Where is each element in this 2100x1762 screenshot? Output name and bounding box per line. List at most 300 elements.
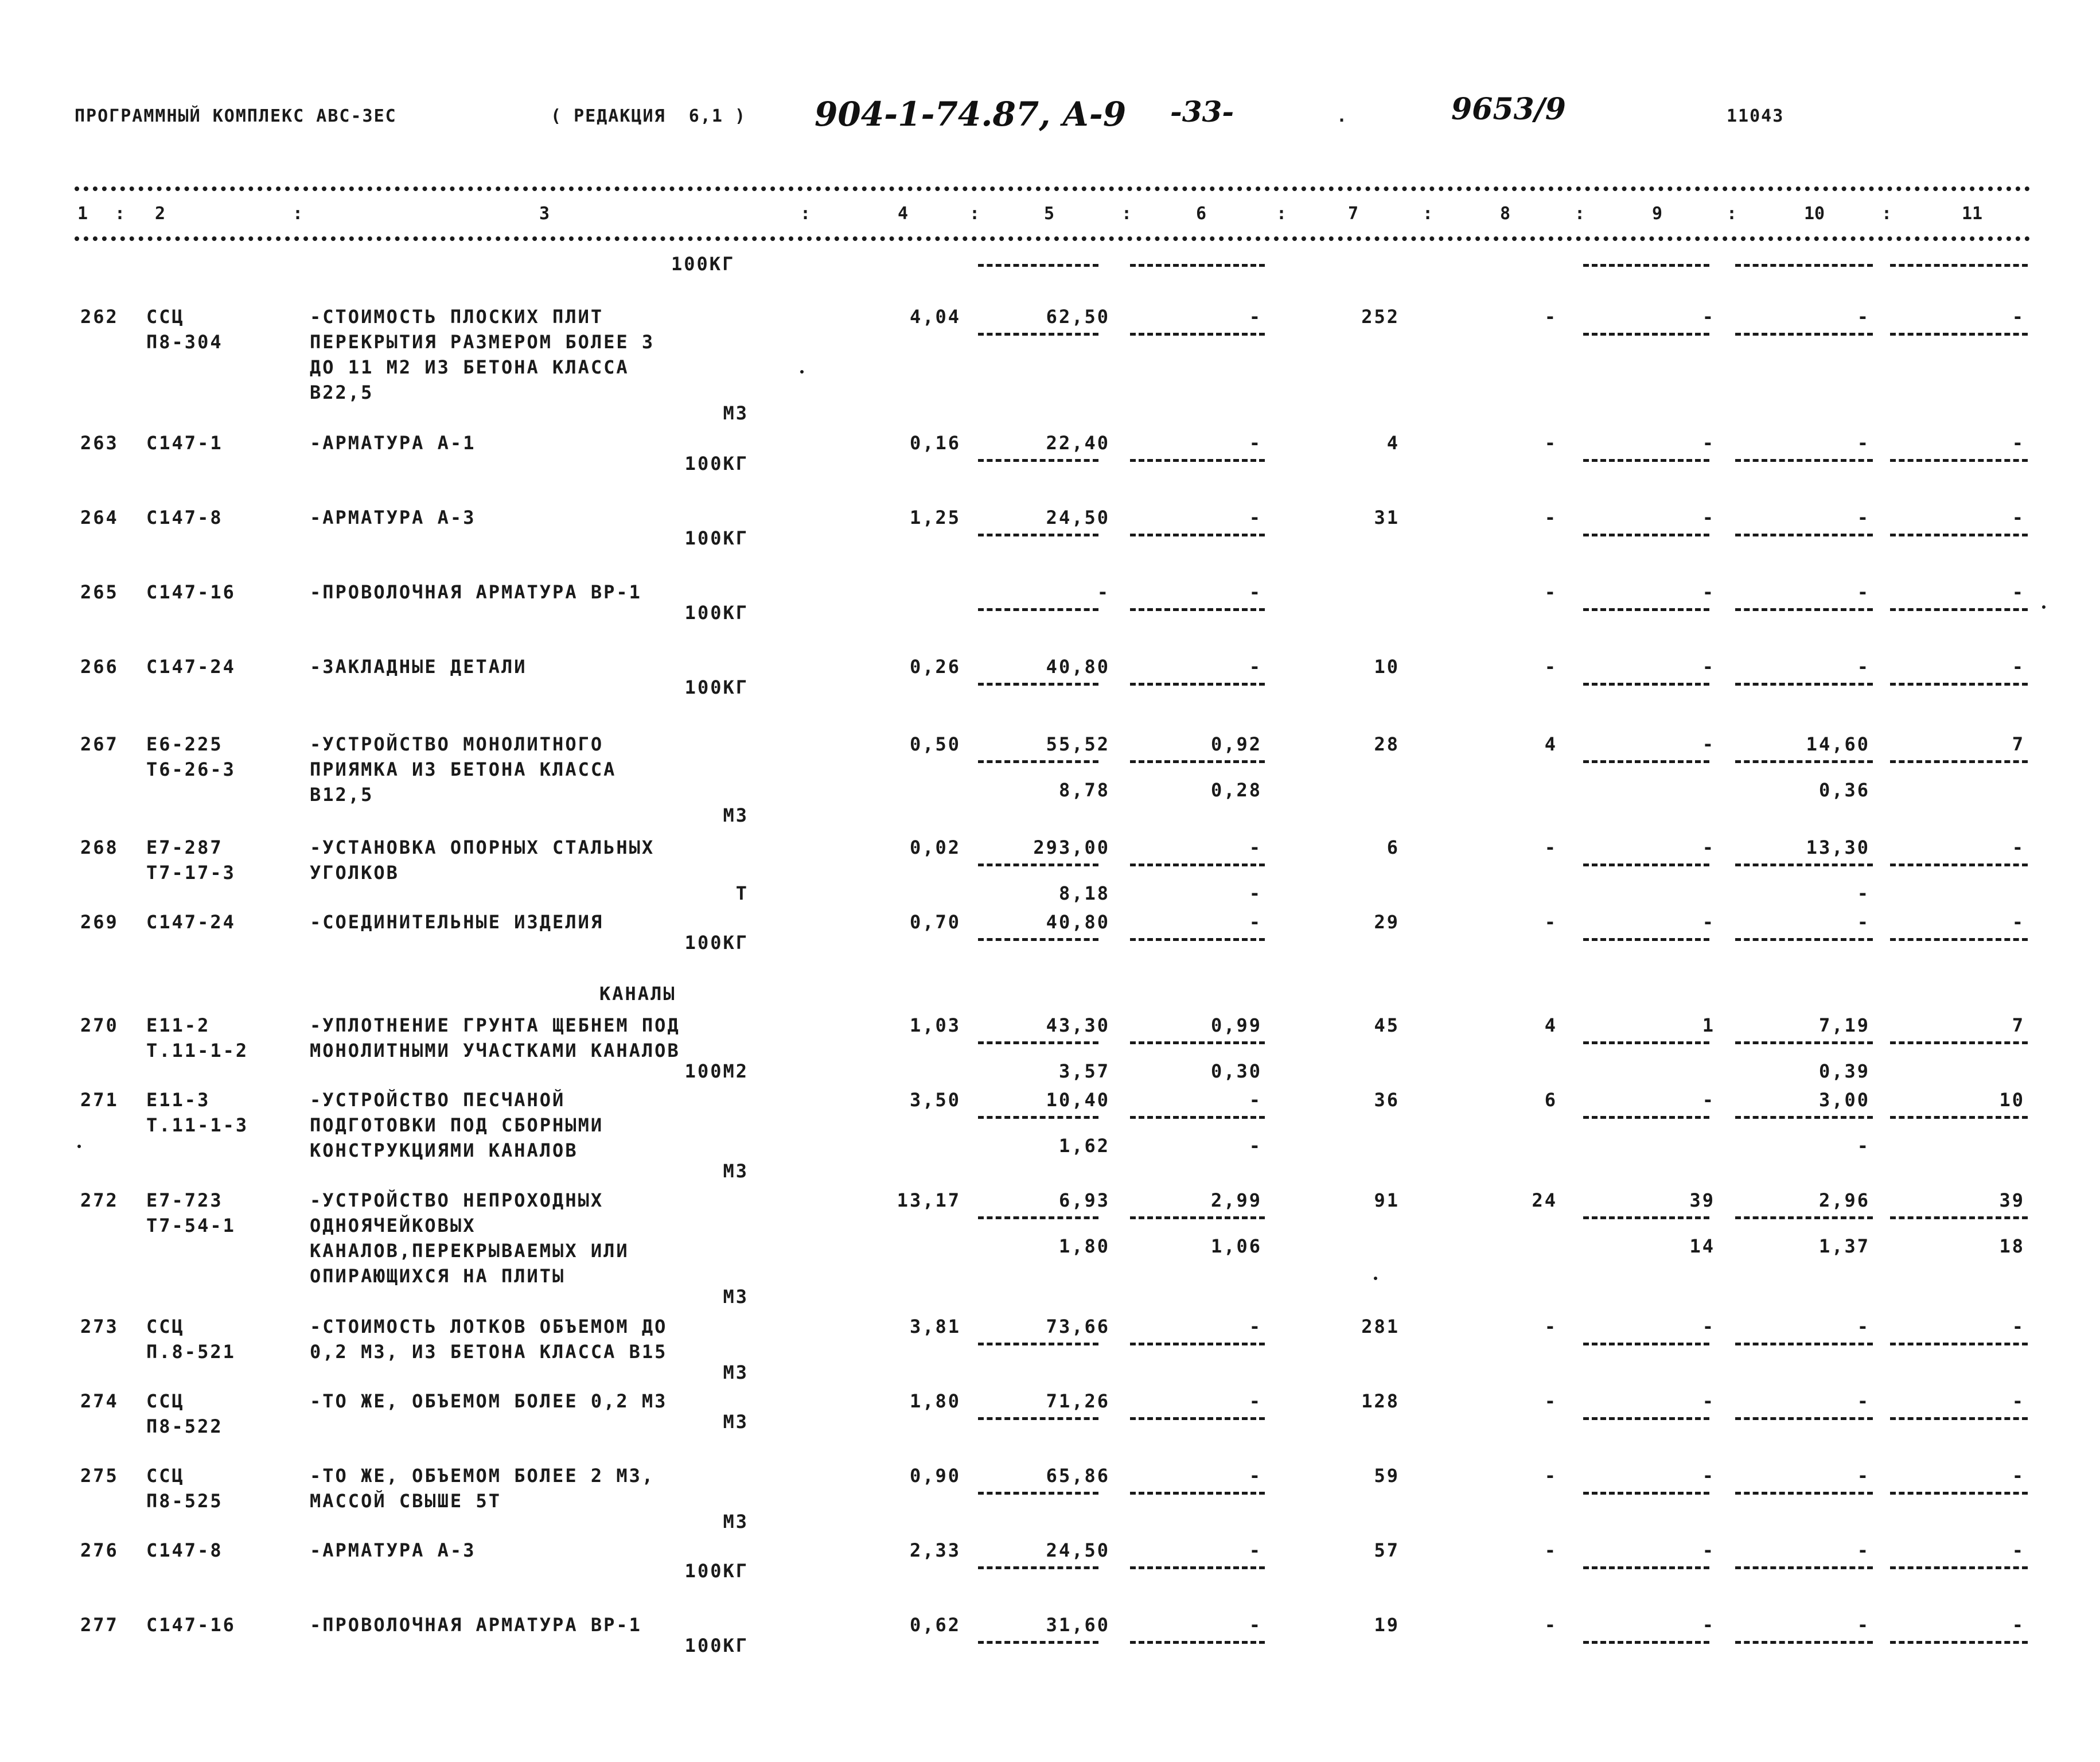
cell-machine-cost: - [1249, 837, 1262, 858]
cell-wages: - [1544, 1614, 1557, 1636]
column-header-10: 10 [1804, 204, 1825, 224]
cell-cost-total: 10,40 [1046, 1089, 1110, 1111]
header-rule-top [75, 186, 2031, 191]
cell-machine-cost: - [1249, 1465, 1262, 1487]
cell-rule [1890, 1041, 2028, 1044]
row-code: П8-522 [146, 1415, 223, 1437]
cell-rule [1583, 938, 1709, 941]
cell-cost-total: 73,66 [1046, 1316, 1110, 1337]
cell-wages: - [1544, 306, 1557, 328]
row-description: -УСТРОЙСТВО НЕПРОХОДНЫХ [310, 1189, 604, 1211]
program-title: ПРОГРАММНЫЙ КОМПЛЕКС АВС-3ЕС [75, 106, 397, 126]
row-description: -СОЕДИНИТЕЛЬНЫЕ ИЗДЕЛИЯ [310, 911, 604, 933]
cell-rule [1735, 333, 1873, 336]
row-code: С147-8 [146, 507, 223, 528]
row-description: УГОЛКОВ [310, 862, 399, 884]
row-number: 266 [80, 656, 119, 678]
cell-rule [1130, 760, 1265, 763]
cell-total: 6 [1386, 837, 1400, 858]
cell-total: 45 [1374, 1014, 1400, 1036]
row-description: -ПРОВОЛОЧНАЯ АРМАТУРА ВР-1 [310, 1614, 642, 1636]
cell-machine-wages: - [1249, 882, 1262, 904]
cell-rule [1583, 333, 1709, 336]
cell-rule [1130, 1566, 1265, 1569]
cell-col11: - [2012, 1316, 2025, 1337]
row-number: 268 [80, 837, 119, 858]
cell-col11: - [2012, 1390, 2025, 1412]
cell-machine-wages: 0,28 [1210, 779, 1262, 801]
cell-rule [1130, 1492, 1265, 1495]
header-rule-bottom [75, 236, 2031, 241]
cell-rule [1890, 1417, 2028, 1420]
row-code: С147-24 [146, 911, 236, 933]
cell-rule [978, 864, 1098, 866]
column-separator: : [1121, 204, 1132, 224]
cell-rule [1130, 1216, 1265, 1219]
row-code: С147-24 [146, 656, 236, 678]
cell-rule [1735, 1641, 1873, 1644]
cell-rule [978, 1566, 1098, 1569]
cell-rule [1130, 1116, 1265, 1119]
row-number: 270 [80, 1014, 119, 1036]
cell-rule [1583, 1492, 1709, 1495]
cell-wages: - [1544, 507, 1557, 528]
row-unit: М3 [723, 1286, 749, 1308]
row-unit: 100КГ [684, 1560, 749, 1582]
cell-wages: - [1544, 432, 1557, 454]
row-number: 262 [80, 306, 119, 328]
cell-total: 4 [1386, 432, 1400, 454]
cell-quantity: 0,70 [909, 911, 961, 933]
cell-cost-total: 293,00 [1033, 837, 1110, 858]
cell-machine-cost: - [1249, 432, 1262, 454]
row-number: 263 [80, 432, 119, 454]
cell-quantity: 1,25 [909, 507, 961, 528]
cell-col10-sub: 1,37 [1818, 1235, 1870, 1257]
cell-col9: - [1702, 733, 1715, 755]
cell-quantity: 3,50 [909, 1089, 961, 1111]
cell-cost-total: 24,50 [1046, 1539, 1110, 1561]
cell-rule [1735, 864, 1873, 866]
cell-rule [1890, 1343, 2028, 1345]
cell-rule [1130, 1343, 1265, 1345]
cell-rule [1583, 534, 1709, 536]
row-code: ССЦ [146, 1390, 185, 1412]
cell-col11-sub: 18 [1999, 1235, 2025, 1257]
cell-wages: - [1544, 911, 1557, 933]
row-code: Е7-723 [146, 1189, 223, 1211]
cell-rule [1130, 1641, 1265, 1644]
cell-rule [1735, 534, 1873, 536]
scan-speck [1374, 1277, 1377, 1280]
row-code: Т.11-1-2 [146, 1040, 249, 1061]
row-number: 276 [80, 1539, 119, 1561]
cell-wages: - [1544, 837, 1557, 858]
cell-quantity: 0,02 [909, 837, 961, 858]
cell-col11: - [2012, 306, 2025, 328]
row-number: 275 [80, 1465, 119, 1487]
row-unit: М3 [723, 1160, 749, 1182]
row-code: Е11-2 [146, 1014, 211, 1036]
cell-col11: - [2012, 656, 2025, 678]
cell-rule [1890, 1116, 2028, 1119]
cell-col10: - [1857, 581, 1870, 603]
cell-rule [1735, 1566, 1873, 1569]
row-code: П8-304 [146, 331, 223, 353]
cell-col11: 10 [1999, 1089, 2025, 1111]
cell-cost-wages: 3,57 [1058, 1060, 1110, 1082]
cell-machine-wages: - [1249, 1135, 1262, 1157]
cell-col9: - [1702, 581, 1715, 603]
row-description: ПРИЯМКА ИЗ БЕТОНА КЛАССА [310, 759, 617, 780]
page-number: -33- [1170, 95, 1234, 129]
cell-col10-sub: - [1857, 882, 1870, 904]
row-description: ОДНОЯЧЕЙКОВЫХ [310, 1215, 476, 1236]
cell-rule [1735, 1041, 1873, 1044]
cell-rule [978, 683, 1098, 686]
cell-wages: 4 [1544, 1014, 1557, 1036]
cell-cost-total: 24,50 [1046, 507, 1110, 528]
row-code: ССЦ [146, 306, 185, 328]
cell-col11: - [2012, 837, 2025, 858]
row-description: -УСТАНОВКА ОПОРНЫХ СТАЛЬНЫХ [310, 837, 655, 858]
cell-col10: 2,96 [1818, 1189, 1870, 1211]
pre-row-rule [1130, 264, 1265, 267]
cell-rule [1130, 1417, 1265, 1420]
row-code: С147-1 [146, 432, 223, 454]
cell-rule [978, 459, 1098, 462]
cell-rule [978, 938, 1098, 941]
cell-rule [1890, 760, 2028, 763]
row-code: С147-8 [146, 1539, 223, 1561]
row-number: 271 [80, 1089, 119, 1111]
cell-machine-cost: - [1249, 507, 1262, 528]
row-unit: М3 [723, 1411, 749, 1433]
cell-rule [1890, 608, 2028, 611]
cell-rule [1130, 938, 1265, 941]
column-separator: : [293, 204, 303, 224]
cell-machine-cost: - [1249, 911, 1262, 933]
column-header-4: 4 [898, 204, 909, 224]
row-unit: 100КГ [684, 1635, 749, 1656]
row-description: -ПРОВОЛОЧНАЯ АРМАТУРА ВР-1 [310, 581, 642, 603]
cell-quantity: 0,16 [909, 432, 961, 454]
row-number: 273 [80, 1316, 119, 1337]
edition-label: ( РЕДАКЦИЯ 6,1 ) [551, 106, 747, 126]
cell-col11: 39 [1999, 1189, 2025, 1211]
cell-cost-wages: 1,62 [1058, 1135, 1110, 1157]
cell-machine-cost: - [1249, 1089, 1262, 1111]
cell-col9: - [1702, 306, 1715, 328]
cell-col9: 1 [1702, 1014, 1715, 1036]
cell-wages: - [1544, 1465, 1557, 1487]
row-number: 264 [80, 507, 119, 528]
cell-rule [1890, 938, 2028, 941]
cell-col9-sub: 14 [1689, 1235, 1715, 1257]
cell-col11: - [2012, 1614, 2025, 1636]
cell-col10: 14,60 [1806, 733, 1870, 755]
row-description: -АРМАТУРА А-1 [310, 432, 476, 454]
row-description: -СТОИМОСТЬ ПЛОСКИХ ПЛИТ [310, 306, 604, 328]
column-separator: : [1423, 204, 1433, 224]
column-separator: : [115, 204, 126, 224]
row-unit: М3 [723, 1511, 749, 1532]
cell-rule [978, 333, 1098, 336]
cell-rule [1735, 1216, 1873, 1219]
cell-col11: - [2012, 1465, 2025, 1487]
cell-rule [1583, 459, 1709, 462]
cell-quantity: 0,50 [909, 733, 961, 755]
row-description: В22,5 [310, 382, 374, 403]
cell-col9: - [1702, 432, 1715, 454]
cell-col9: - [1702, 1614, 1715, 1636]
cell-rule [1735, 1492, 1873, 1495]
cell-machine-wages: 1,06 [1210, 1235, 1262, 1257]
cell-rule [1735, 459, 1873, 462]
cell-machine-cost: - [1249, 306, 1262, 328]
cell-quantity: 0,26 [909, 656, 961, 678]
cell-cost-total: 65,86 [1046, 1465, 1110, 1487]
cell-rule [978, 1216, 1098, 1219]
cell-quantity: 0,62 [909, 1614, 961, 1636]
cell-col11: 7 [2012, 733, 2025, 755]
column-header-8: 8 [1500, 204, 1511, 224]
row-description: КОНСТРУКЦИЯМИ КАНАЛОВ [310, 1139, 578, 1161]
cell-col9: - [1702, 1465, 1715, 1487]
cell-wages: - [1544, 581, 1557, 603]
column-header-1: 1 [77, 204, 88, 224]
header-dot: . [1337, 106, 1349, 126]
row-description: -ЗАКЛАДНЫЕ ДЕТАЛИ [310, 656, 527, 678]
column-header-9: 9 [1652, 204, 1663, 224]
cell-cost-wages: 8,18 [1058, 882, 1110, 904]
row-number: 277 [80, 1614, 119, 1636]
cell-rule [1583, 760, 1709, 763]
cell-cost-wages: 1,80 [1058, 1235, 1110, 1257]
cell-quantity: 3,81 [909, 1316, 961, 1337]
cell-col9: - [1702, 1539, 1715, 1561]
cell-quantity: 13,17 [897, 1189, 961, 1211]
column-header-3: 3 [539, 204, 550, 224]
cell-machine-cost: - [1249, 1539, 1262, 1561]
column-separator: : [1276, 204, 1287, 224]
scan-speck [77, 1145, 81, 1148]
cell-cost-total: 55,52 [1046, 733, 1110, 755]
row-code: Е7-287 [146, 837, 223, 858]
cell-rule [1735, 760, 1873, 763]
cell-wages: - [1544, 1539, 1557, 1561]
cell-col10-sub: 0,39 [1818, 1060, 1870, 1082]
cell-rule [1890, 1566, 2028, 1569]
cell-machine-cost: 0,92 [1210, 733, 1262, 755]
cell-rule [1583, 1216, 1709, 1219]
cell-rule [1890, 683, 2028, 686]
pre-row-rule [978, 264, 1098, 267]
cell-machine-cost: - [1249, 1390, 1262, 1412]
row-code: Т.11-1-3 [146, 1114, 249, 1136]
cell-rule [978, 1041, 1098, 1044]
cell-rule [978, 1641, 1098, 1644]
cell-wages: - [1544, 656, 1557, 678]
cell-wages: 6 [1544, 1089, 1557, 1111]
cell-rule [1130, 864, 1265, 866]
cell-quantity: 4,04 [909, 306, 961, 328]
cell-quantity: 1,03 [909, 1014, 961, 1036]
cell-col11: - [2012, 911, 2025, 933]
cell-machine-cost: 0,99 [1210, 1014, 1262, 1036]
cell-machine-cost: - [1249, 1614, 1262, 1636]
cell-rule [1583, 1041, 1709, 1044]
cell-col10-sub: 0,36 [1818, 779, 1870, 801]
row-unit: 100КГ [684, 932, 749, 954]
cell-cost-total: 40,80 [1046, 656, 1110, 678]
cell-rule [1583, 683, 1709, 686]
column-separator: : [800, 204, 811, 224]
cell-rule [1130, 608, 1265, 611]
cell-cost-wages: 8,78 [1058, 779, 1110, 801]
row-code: Е11-3 [146, 1089, 211, 1111]
row-description: ДО 11 М2 ИЗ БЕТОНА КЛАССА [310, 356, 629, 378]
cell-col10: - [1857, 1539, 1870, 1561]
cell-col9: 39 [1689, 1189, 1715, 1211]
column-separator: : [1727, 204, 1737, 224]
cell-total: 91 [1374, 1189, 1400, 1211]
cell-col11: - [2012, 507, 2025, 528]
cell-rule [1735, 1417, 1873, 1420]
cell-col10: 13,30 [1806, 837, 1870, 858]
cell-col10: 3,00 [1818, 1089, 1870, 1111]
cell-quantity: 0,90 [909, 1465, 961, 1487]
cell-col9: - [1702, 911, 1715, 933]
pre-row-rule [1890, 264, 2028, 267]
row-number: 265 [80, 581, 119, 603]
cell-rule [1890, 1492, 2028, 1495]
cell-cost-total: 40,80 [1046, 911, 1110, 933]
cell-wages: 4 [1544, 733, 1557, 755]
row-code: Т7-17-3 [146, 862, 236, 884]
cell-col10-sub: - [1857, 1135, 1870, 1157]
doc-number: 11043 [1727, 106, 1785, 126]
row-code: ССЦ [146, 1465, 185, 1487]
cell-cost-total: 22,40 [1046, 432, 1110, 454]
cell-cost-total: 6,93 [1058, 1189, 1110, 1211]
row-description: -СТОИМОСТЬ ЛОТКОВ ОБЪЕМОМ ДО [310, 1316, 668, 1337]
row-description: -АРМАТУРА А-3 [310, 1539, 476, 1561]
row-description: ПОДГОТОВКИ ПОД СБОРНЫМИ [310, 1114, 604, 1136]
cell-col10: - [1857, 1614, 1870, 1636]
cell-rule [1890, 459, 2028, 462]
row-description: -УСТРОЙСТВО ПЕСЧАНОЙ [310, 1089, 566, 1111]
column-separator: : [1881, 204, 1892, 224]
section-title: КАНАЛЫ [599, 983, 676, 1005]
cell-total: 19 [1374, 1614, 1400, 1636]
row-unit: 100КГ [684, 602, 749, 624]
cell-rule [1583, 1641, 1709, 1644]
pre-row-rule [1583, 264, 1709, 267]
row-unit: 100КГ [684, 676, 749, 698]
pre-row-rule [1735, 264, 1873, 267]
cell-total: 36 [1374, 1089, 1400, 1111]
column-header-5: 5 [1044, 204, 1055, 224]
column-separator: : [969, 204, 980, 224]
cell-rule [1583, 1343, 1709, 1345]
cell-total: 29 [1374, 911, 1400, 933]
row-description: ОПИРАЮЩИХСЯ НА ПЛИТЫ [310, 1265, 566, 1287]
cell-col9: - [1702, 656, 1715, 678]
cell-col10: 7,19 [1818, 1014, 1870, 1036]
cell-rule [978, 1116, 1098, 1119]
row-unit: М3 [723, 1362, 749, 1383]
cell-total: 281 [1361, 1316, 1400, 1337]
cell-col9: - [1702, 1390, 1715, 1412]
cell-rule [978, 534, 1098, 536]
cell-total: 10 [1374, 656, 1400, 678]
cell-col10: - [1857, 432, 1870, 454]
row-number: 272 [80, 1189, 119, 1211]
cell-col11: 7 [2012, 1014, 2025, 1036]
row-description: -ТО ЖЕ, ОБЪЕМОМ БОЛЕЕ 2 М3, [310, 1465, 655, 1487]
row-description: -АРМАТУРА А-3 [310, 507, 476, 528]
cell-cost-total: 71,26 [1046, 1390, 1110, 1412]
cell-cost-total: 62,50 [1046, 306, 1110, 328]
cell-rule [1735, 608, 1873, 611]
cell-wages: - [1544, 1390, 1557, 1412]
row-unit: 100КГ [684, 453, 749, 474]
cell-rule [1583, 1566, 1709, 1569]
column-header-11: 11 [1962, 204, 1983, 224]
row-code: П.8-521 [146, 1341, 236, 1363]
cell-rule [978, 1492, 1098, 1495]
column-header-2: 2 [155, 204, 166, 224]
cell-rule [1890, 1216, 2028, 1219]
row-code: С147-16 [146, 1614, 236, 1636]
cell-machine-cost: - [1249, 656, 1262, 678]
cell-rule [1890, 1641, 2028, 1644]
scan-speck [800, 370, 804, 374]
row-description: -ТО ЖЕ, ОБЪЕМОМ БОЛЕЕ 0,2 М3 [310, 1390, 668, 1412]
cell-rule [978, 760, 1098, 763]
column-separator: : [1575, 204, 1585, 224]
row-number: 274 [80, 1390, 119, 1412]
handwritten-ref: 9653/9 [1451, 92, 1566, 127]
cell-col10: - [1857, 1390, 1870, 1412]
cell-rule [1890, 534, 2028, 536]
cell-total: 57 [1374, 1539, 1400, 1561]
cell-rule [1890, 864, 2028, 866]
cell-rule [1735, 1116, 1873, 1119]
cell-machine-cost: 2,99 [1210, 1189, 1262, 1211]
row-number: 269 [80, 911, 119, 933]
cell-rule [1130, 534, 1265, 536]
column-header-6: 6 [1196, 204, 1207, 224]
cell-rule [1735, 938, 1873, 941]
row-description: МАССОЙ СВЫШЕ 5Т [310, 1490, 501, 1512]
row-description: ПЕРЕКРЫТИЯ РАЗМЕРОМ БОЛЕЕ 3 [310, 331, 655, 353]
cell-quantity: 1,80 [909, 1390, 961, 1412]
scan-speck [2042, 605, 2046, 609]
row-description: КАНАЛОВ,ПЕРЕКРЫВАЕМЫХ ИЛИ [310, 1240, 629, 1262]
cell-rule [1583, 864, 1709, 866]
cell-wages: - [1544, 1316, 1557, 1337]
row-code: ССЦ [146, 1316, 185, 1337]
cell-col10: - [1857, 507, 1870, 528]
cell-cost-total: - [1097, 581, 1110, 603]
cell-total: 128 [1361, 1390, 1400, 1412]
cell-rule [1890, 333, 2028, 336]
cell-col10: - [1857, 1465, 1870, 1487]
cell-rule [1735, 683, 1873, 686]
cell-col10: - [1857, 306, 1870, 328]
